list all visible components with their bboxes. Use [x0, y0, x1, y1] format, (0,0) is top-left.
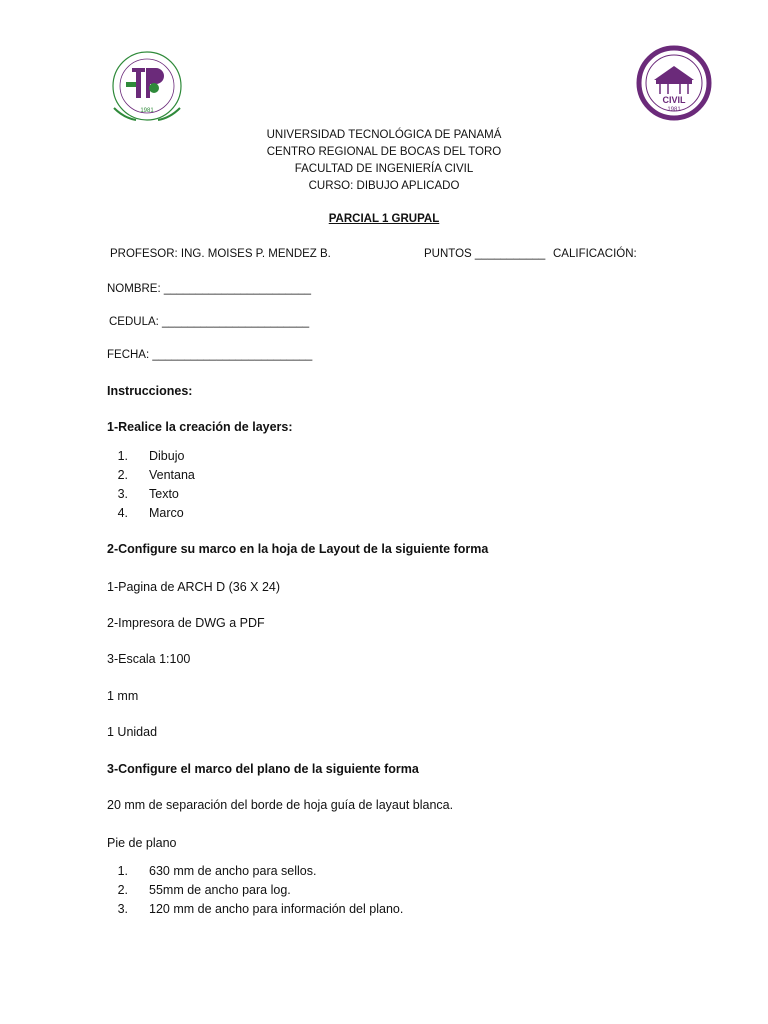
section2-line: 3-Escala 1:100 — [107, 652, 191, 666]
header-line-center: CENTRO REGIONAL DE BOCAS DEL TORO — [266, 146, 502, 158]
section3-subheading: Pie de plano — [107, 836, 177, 850]
puntos-field: PUNTOS ___________ — [424, 248, 546, 260]
list-item: 2. Ventana — [117, 468, 195, 482]
list-item: 3. 120 mm de ancho para información del plano. — [117, 902, 404, 916]
header-line-course: CURSO: DIBUJO APLICADO — [308, 180, 460, 192]
utp-seal-logo — [104, 48, 190, 126]
instructions-heading: Instrucciones: — [107, 384, 193, 398]
list-item: 2. 55mm de ancho para log. — [117, 883, 291, 897]
section2-line: 1 Unidad — [107, 725, 158, 739]
civil-logo-year: 1981 — [667, 107, 681, 113]
section1-heading: 1-Realice la creación de layers: — [107, 420, 293, 434]
list-item: 3. Texto — [117, 487, 179, 501]
utp-seal-year: 1981 — [140, 108, 154, 114]
civil-faculty-logo — [636, 44, 712, 122]
cedula-field: CEDULA: _______________________ — [109, 316, 310, 328]
header-line-university: UNIVERSIDAD TECNOLÓGICA DE PANAMÁ — [266, 129, 502, 141]
document-header — [0, 127, 768, 195]
section2-heading: 2-Configure su marco en la hoja de Layout de la siguiente forma — [107, 542, 489, 556]
document-title: PARCIAL 1 GRUPAL — [328, 213, 440, 225]
fecha-field: FECHA: _________________________ — [107, 349, 313, 361]
civil-logo-initials: CIVIL — [662, 95, 686, 105]
section3-line: 20 mm de separación del borde de hoja guía de layaut blanca. — [107, 798, 454, 812]
section3-heading: 3-Configure el marco del plano de la siguiente forma — [107, 762, 419, 776]
section2-line: 2-Impresora de DWG a PDF — [107, 616, 265, 630]
header-line-faculty: FACULTAD DE INGENIERÍA CIVIL — [294, 163, 474, 175]
section2-line: 1 mm — [107, 689, 139, 703]
nombre-field: NOMBRE: _______________________ — [107, 283, 311, 295]
section2-line: 1-Pagina de ARCH D (36 X 24) — [107, 580, 281, 594]
list-item: 1. 630 mm de ancho para sellos. — [117, 864, 317, 878]
profesor-field: PROFESOR: ING. MOISES P. MENDEZ B. — [110, 248, 331, 260]
list-item: 1. Dibujo — [117, 449, 185, 463]
list-item: 4. Marco — [117, 506, 184, 520]
calificacion-field: CALIFICACIÓN: — [553, 248, 637, 260]
